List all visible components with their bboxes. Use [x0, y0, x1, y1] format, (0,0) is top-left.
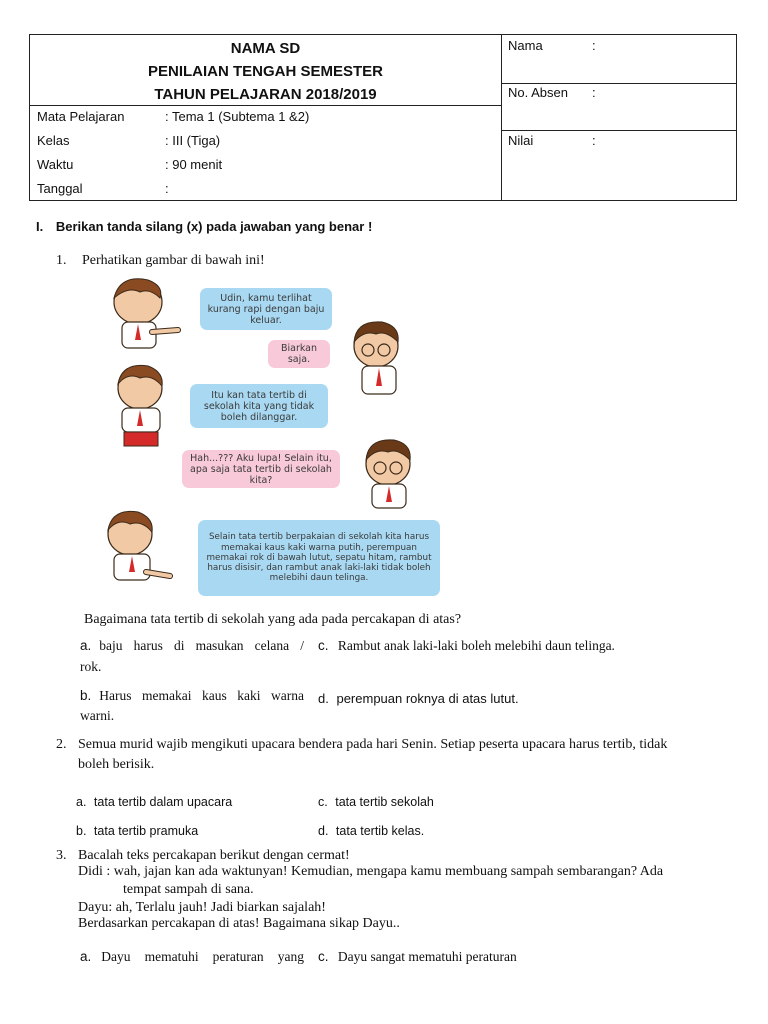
bubble-4: Hah...??? Aku lupa! Selain itu, apa saja tata tertib di sekolah kita? [182, 450, 340, 488]
boy-figure-3 [118, 365, 162, 446]
boy-figure-4 [366, 440, 410, 508]
boy-figure-2 [354, 322, 398, 394]
q3-number: 3. [56, 848, 67, 863]
q1-b-text-1: Harus memakai kaus kaki warna [99, 688, 304, 703]
q1-number: 1. [56, 253, 67, 268]
date-label: Tanggal [37, 181, 83, 196]
school-name: NAMA SD [230, 40, 301, 57]
q2-d-text: tata tertib kelas. [335, 824, 425, 838]
q1-prompt: Perhatikan gambar di bawah ini! [82, 253, 265, 268]
q2-text-1: Semua murid wajib mengikuti upacara bendera pada hari Senin. Setiap peserta upacara harus tertib, tidak [78, 737, 668, 752]
q1-c-letter: c. [318, 638, 329, 653]
class-label: Kelas [37, 133, 70, 148]
class-value: : III (Tiga) [165, 133, 221, 148]
q1-d-text: perempuan roknya di atas lutut. [336, 691, 519, 706]
q3-a-text: Dayu mematuhi peraturan yang [101, 949, 304, 964]
q3-text-5: Berdasarkan percakapan di atas! Bagaimana sikap Dayu.. [78, 916, 400, 931]
q1-question: Bagaimana tata tertib di sekolah yang ada pada percakapan di atas? [84, 612, 462, 627]
q2-option-a[interactable] [76, 795, 232, 809]
bubble-5: Selain tata tertib berpakaian di sekolah kita harus memakai kaus kaki warna putih, perempuan memakai rok di bawah lutut, sepatu hitam, rambut harus disisir, dan rambut anak laki-laki tidak boleh melebihi daun telinga. [198, 520, 440, 596]
exam-title: PENILAIAN TENGAH SEMESTER [147, 63, 384, 80]
date-row [37, 177, 497, 201]
q1-a-letter: a. [80, 638, 92, 653]
absen-label: No. Absen [508, 85, 568, 100]
q2-a-text: tata tertib dalam upacara [93, 795, 233, 809]
title-block [30, 35, 501, 106]
comic-characters [100, 276, 445, 601]
q2-option-d[interactable] [318, 824, 424, 838]
q3-c-text: Dayu sangat mematuhi peraturan [337, 949, 517, 964]
q2-b-text: tata tertib pramuka [93, 824, 199, 838]
subject-label: Mata Pelajaran [37, 109, 125, 124]
q1-option-c[interactable] [318, 638, 615, 654]
q2-option-b[interactable] [76, 824, 198, 838]
boy-figure-5 [108, 511, 170, 580]
q1-option-b[interactable] [80, 688, 304, 704]
q1-d-letter: d. [318, 691, 329, 706]
q1-b-text-2: warni. [80, 708, 115, 723]
class-row [37, 129, 497, 153]
time-row [37, 153, 497, 177]
comic-illustration [100, 276, 445, 601]
header-table [29, 34, 737, 201]
q1-c-text: Rambut anak laki-laki boleh melebihi daun telinga. [337, 638, 615, 653]
q2-a-letter: a. [76, 795, 87, 809]
header-left [30, 35, 502, 200]
section-number: I. [36, 219, 44, 234]
time-value: : 90 menit [165, 157, 223, 172]
right-divider-1 [501, 83, 737, 84]
q3-a-letter: a. [80, 949, 92, 964]
q1-option-d[interactable] [318, 691, 519, 706]
q1-b-letter: b. [80, 688, 92, 703]
q3-option-c[interactable] [318, 949, 517, 965]
score-colon: : [592, 133, 596, 148]
q1-a-text-2: rok. [80, 659, 102, 674]
absen-colon: : [592, 85, 596, 100]
q3-text-4: Dayu: ah, Terlalu jauh! Jadi biarkan sajalah! [78, 900, 326, 915]
bubble-3: Itu kan tata tertib di sekolah kita yang tidak boleh dilanggar. [190, 384, 328, 428]
q2-c-text: tata tertib sekolah [335, 795, 434, 809]
bubble-1: Udin, kamu terlihat kurang rapi dengan baju keluar. [200, 288, 332, 330]
q2-number: 2. [56, 737, 67, 752]
right-divider-2 [501, 130, 737, 131]
q3-text-2: Didi : wah, jajan kan ada waktunyan! Kemudian, mengapa kamu membuang sampah sembarangan? Ada [78, 864, 664, 879]
section-text: Berikan tanda silang (x) pada jawaban yang benar ! [55, 219, 373, 234]
q1-option-a[interactable] [80, 638, 304, 654]
q2-b-letter: b. [76, 824, 87, 838]
q3-c-letter: c. [318, 949, 329, 964]
date-value: : [165, 181, 169, 196]
name-colon: : [592, 38, 596, 53]
q3-option-a[interactable] [80, 949, 304, 965]
section-instruction [36, 219, 372, 234]
subject-row [37, 105, 497, 129]
name-label: Nama [508, 38, 543, 53]
time-label: Waktu [37, 157, 74, 172]
q3-text-1: Bacalah teks percakapan berikut dengan cermat! [78, 848, 350, 863]
q2-d-letter: d. [318, 824, 329, 838]
q2-option-c[interactable] [318, 795, 434, 809]
q2-c-letter: c. [318, 795, 328, 809]
boy-figure-1 [114, 279, 178, 348]
q2-text-2: boleh berisik. [78, 757, 155, 772]
q1-a-text-1: baju harus di masukan celana / [99, 638, 304, 653]
academic-year: TAHUN PELAJARAN 2018/2019 [154, 86, 377, 103]
subject-value: : Tema 1 (Subtema 1 &2) [165, 109, 310, 124]
score-label: Nilai [508, 133, 534, 148]
q3-text-3: tempat sampah di sana. [123, 882, 254, 897]
bubble-2: Biarkan saja. [268, 340, 330, 368]
